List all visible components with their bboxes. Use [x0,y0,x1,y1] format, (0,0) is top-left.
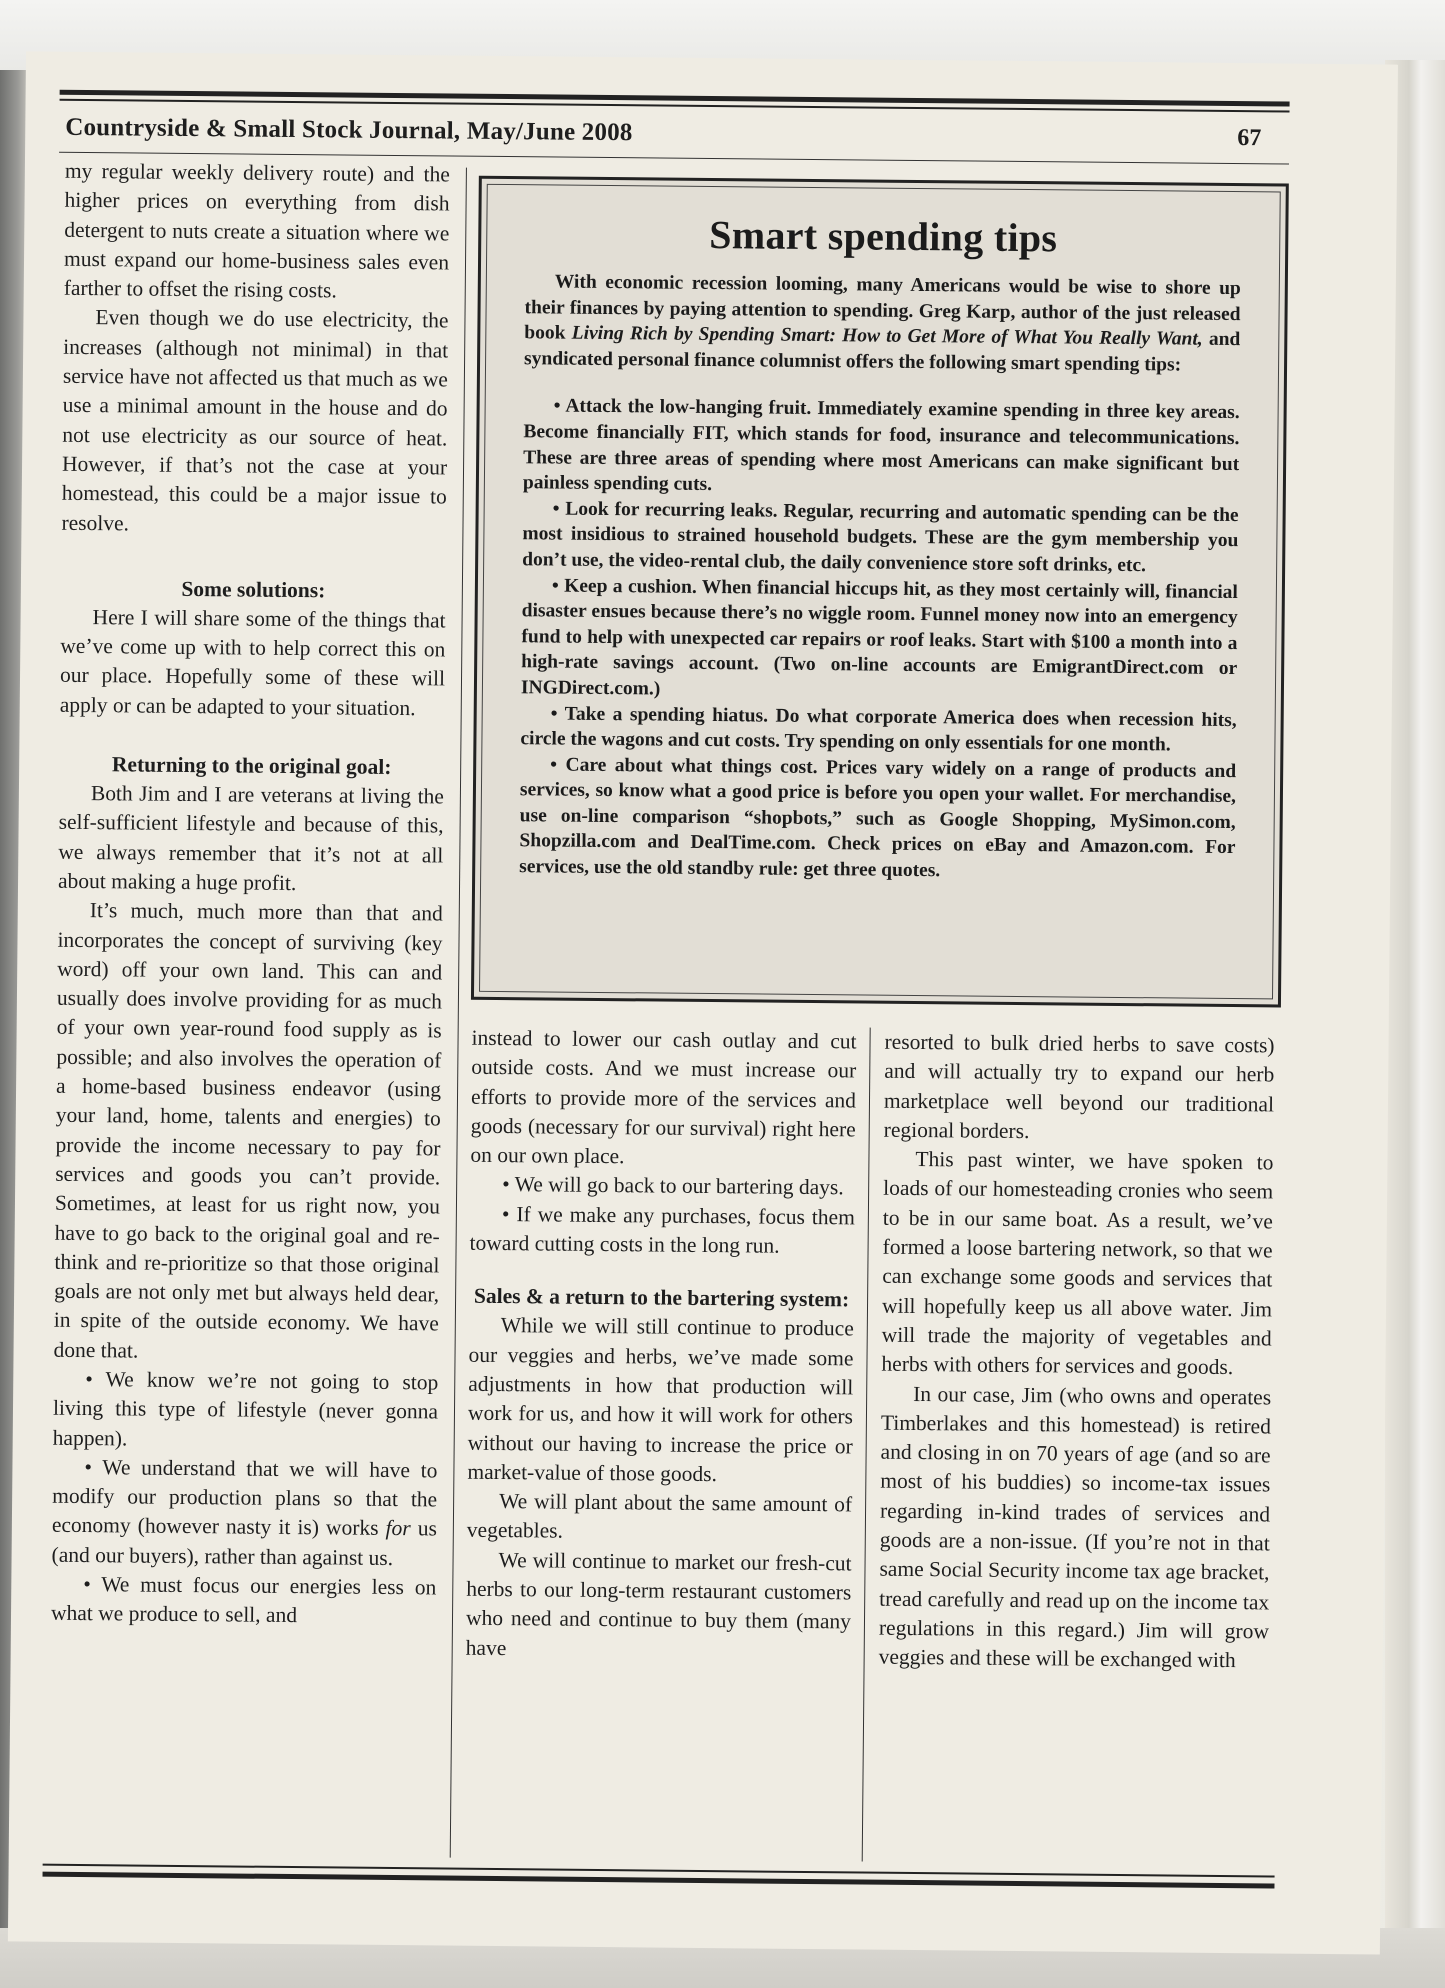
paragraph: instead to lower our cash outlay and cut outside costs. And we must increase our efforts to provide more of the services and goods (necessary for our survival) right here on our own place. [470,1025,857,1169]
paragraph: This past winter, we have spoken to loads of our homesteading cronies who seem to be in our same boat. As a result, we’ve formed a loose bartering network, so that we can exchange some goods and services that will hopefully keep us all above water. Jim will trade the majority of vegetables and herbs with others for services and goods. [881,1147,1274,1380]
paragraph: We will plant about the same amount of vegetables. [466,1489,853,1544]
subheading-bartering: Sales & a return to the bartering system: [473,1284,850,1312]
sidebar-intro [524,269,1241,378]
paragraph: my regular weekly delivery route) and the higher prices on everything from dish detergent to nuts create a situation where we must expand our home-business sales even farther to offset the rising costs. [63,158,450,303]
magazine-page [8,51,1398,1954]
running-head: Countryside & Small Stock Journal, May/June 2008 [65,113,633,147]
emphasis-text: for [385,1516,411,1541]
paragraph: Here I will share some of the things that we’ve come up with to help correct this on our place. Hopefully some of these will apply or can be adapted to your situation. [59,604,446,720]
tip-item: • Take a spending hiatus. Do what corporate America does when recession hits, circle the wagons and cut costs. Try spending on only essentials for one month. [520,702,1237,756]
paragraph: It’s much, much more than that and incorporates the concept of surviving (key word) off your own land. This can and usually does involve providing for as much of your own year-round food supply as is possible; and also involves the operation of a home-based business endeavor (using your land, home, talents and energies) to provide the income necessary to pay for services and goods you can’t provide. Sometimes, at least for us right now, you have to go back to the original goal and re-think and re-prioritize so that those original goals are not only met but always held dear, in spite of the outside economy. We have done that. [53,898,443,1363]
bullet-item: • We will go back to our bartering days. [502,1172,844,1200]
tip-item: • Attack the low-hanging fruit. Immediately examine spending in three key areas. Become financially FIT, which stands for food, insurance and telecommunications. These are three areas of spending where most Americans can make significant but painless spending cuts. [522,395,1240,496]
intro-text: With economic recession looming, many Americans would be wise to shore up their finances by paying attention to spending. Greg Karp, author of the just released book [524,271,1241,344]
column-right [879,1028,1275,1676]
page-number: 67 [1237,125,1262,152]
tip-item: • Care about what things cost. Prices vary widely on a range of products and services, so know what a good price is before you open your wallet. For merchandise, use on-line comparison “shopbots,” such as Google Shopping, MySimon.com, Shopzilla.com and DealTime.com. Check prices on eBay and Amazon.com. For services, use the old standby rule: get three quotes. [519,754,1237,882]
bullet-item: • We must focus our energies less on what we produce to sell, and [50,1572,437,1628]
bullet-item: • If we make any purchases, focus them toward cutting costs in the long run. [469,1201,855,1258]
column-middle [466,1024,857,1667]
sidebar-title: Smart spending tips [709,211,1058,261]
column-divider-right [862,1028,871,1862]
paragraph: While we will still continue to produce our veggies and herbs, we’ve made some adjustments in how that production will work for us, and how it will work for others without our having to increase the price or market-value of those goods. [467,1313,854,1486]
intro-text: and syndicated personal finance columnist offers the following smart spending tips: [524,328,1241,376]
tip-item: • Look for recurring leaks. Regular, recurring and automatic spending can be the most insidious to strained household budgets. These are the gym membership you don’t use, the video-rental club, the daily convenience store soft drinks, etc. [522,498,1239,577]
book-title: Living Rich by Spending Smart: How to Get More of What You Really Want, [571,322,1203,350]
column-divider-left [450,168,467,1858]
bullet-item: • We know we’re not going to stop living this type of lifestyle (never gonna happen). [52,1367,439,1451]
column-left [51,157,450,1632]
paragraph: resorted to bulk dried herbs to save costs) and will actually try to expand our herb marketplace well beyond our traditional regional borders. [883,1029,1275,1143]
sidebar-content [479,184,1281,1000]
subheading-original-goal: Returning to the original goal: [111,752,392,780]
paragraph: Both Jim and I are veterans at living the self-sufficient lifestyle and because of this, we always remember that it’s not at all about making a huge profit. [57,781,445,895]
paragraph: Even though we do use electricity, the increases (although not minimal) in that service have not affected us that much as we use a minimal amount in the house and do not use electricity as our source of heat. However, if that’s not the case at your homestead, this could be a major issue to resolve. [61,305,449,535]
sidebar-box [471,176,1289,1008]
paragraph: In our case, Jim (who owns and operates Timberlakes and this homestead) is retired and closing in on 70 years of age (and so are most of his buddies) so income-tax issues regarding in-kind trades of services and goods are a non-issue. (If you’re not in that same Social Security income tax age bracket, tread carefully and read up on the income tax regulations in this regard.) Jim will grow veggies and these will be exchanged with [878,1381,1272,1673]
subheading-some-solutions: Some solutions: [181,576,326,603]
bullet-item [51,1453,437,1574]
paragraph: We will continue to market our fresh-cut herbs to our long-term restaurant customers who need and continue to buy them (many have [465,1547,852,1660]
bullet-text: us (and our buyers), rather than against us. [51,1516,437,1570]
tip-item: • Keep a cushion. When financial hiccups hit, as they most certainly will, financial disaster ensues because there’s no wiggle room. Funnel money now into an emergency fund to help with unexpected car repairs or roof leaks. Start with $100 a month into a high-rate savings account. (Two on-line accounts are EmigrantDirect.com or INGDirect.com.) [520,575,1238,700]
bullet-text: • We understand that we will have to modify our production plans so that the economy (however nasty it is) works [51,1454,438,1541]
